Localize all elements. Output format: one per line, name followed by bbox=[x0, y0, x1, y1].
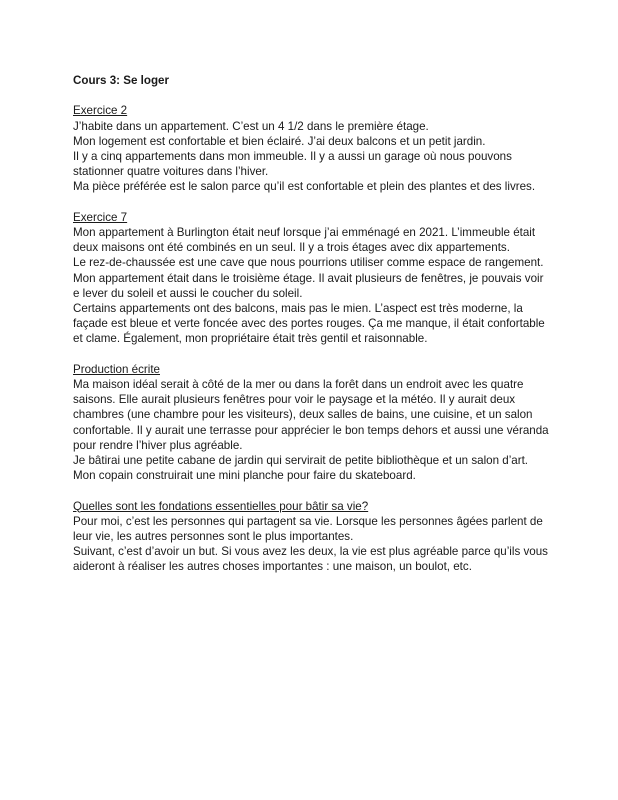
paragraph: Mon appartement à Burlington était neuf lorsque j’ai emménagé en 2021. L’immeuble était deux maisons ont été combinés en un seul. Il y a trois étages avec dix appartements. bbox=[73, 226, 536, 255]
spacer bbox=[73, 347, 553, 362]
section-fondations bbox=[73, 499, 553, 575]
section-exercice-7 bbox=[73, 210, 553, 347]
section-heading: Exercice 2 bbox=[73, 104, 128, 118]
spacer bbox=[73, 88, 553, 103]
document-body bbox=[73, 73, 553, 575]
section-heading: Quelles sont les fondations essentielles pour bâtir sa vie? bbox=[73, 499, 369, 513]
spacer bbox=[73, 483, 553, 498]
paragraph: Pour moi, c’est les personnes qui partagent sa vie. Lorsque les personnes âgées parlent de leur vie, les autres personnes sont le plus importantes. bbox=[73, 514, 543, 544]
spacer bbox=[73, 195, 553, 210]
paragraph: Je bâtirai une petite cabane de jardin qui servirait de petite bibliothèque et un salon d’art. Mon copain construirait une mini planche pour faire du skateboard. bbox=[73, 454, 529, 483]
paragraph: Ma maison idéal serait à côté de la mer ou dans la forêt dans un endroit avec les quatre saisons. Elle aurait plusieurs fenêtres pour voir le paysage et la météo. Il y aurait deux chambres (une chambre pour les visiteurs), deux salles de bains, une cuisine, et un salon confortable. Il y aurait une terrasse pour apprécier le bon temps dehors et aussi une véranda pour rendre l’hiver plus agréable. bbox=[73, 378, 549, 452]
section-heading: Production écrite bbox=[73, 362, 160, 376]
paragraph: Il y a cinq appartements dans mon immeuble. Il y a aussi un garage où nous pouvons stationner quatre voitures dans l’hiver. bbox=[73, 150, 512, 179]
document-title: Cours 3: Se loger bbox=[73, 74, 169, 87]
paragraph: Ma pièce préférée est le salon parce qu’il est confortable et plein des plantes et des livres. bbox=[73, 180, 536, 194]
section-exercice-2 bbox=[73, 103, 553, 194]
paragraph: Le rez-de-chaussée est une cave que nous pourrions utiliser comme espace de rangement. Mon appartement était dans le troisième étage. Il avait plusieurs de fenêtres, je pouvais voir e lever du soleil et aussi le coucher du soleil. bbox=[73, 256, 544, 300]
paragraph: Certains appartements ont des balcons, mais pas le mien. L’aspect est très moderne, la façade est bleue et verte foncée avec des portes rouges. Ça me manque, il était confortable et clame. Également, mon propriétaire était très gentil et raisonnable. bbox=[73, 302, 545, 346]
paragraph: Mon logement est confortable et bien éclairé. J’ai deux balcons et un petit jardin. bbox=[73, 134, 486, 148]
paragraph: Suivant, c’est d’avoir un but. Si vous avez les deux, la vie est plus agréable parce qu’ils vous aideront à réaliser les autres choses importantes : une maison, un boulot, etc. bbox=[73, 545, 548, 574]
section-production-ecrite bbox=[73, 362, 553, 484]
section-heading: Exercice 7 bbox=[73, 210, 128, 224]
paragraph: J’habite dans un appartement. C’est un 4 1/2 dans le première étage. bbox=[73, 119, 429, 133]
